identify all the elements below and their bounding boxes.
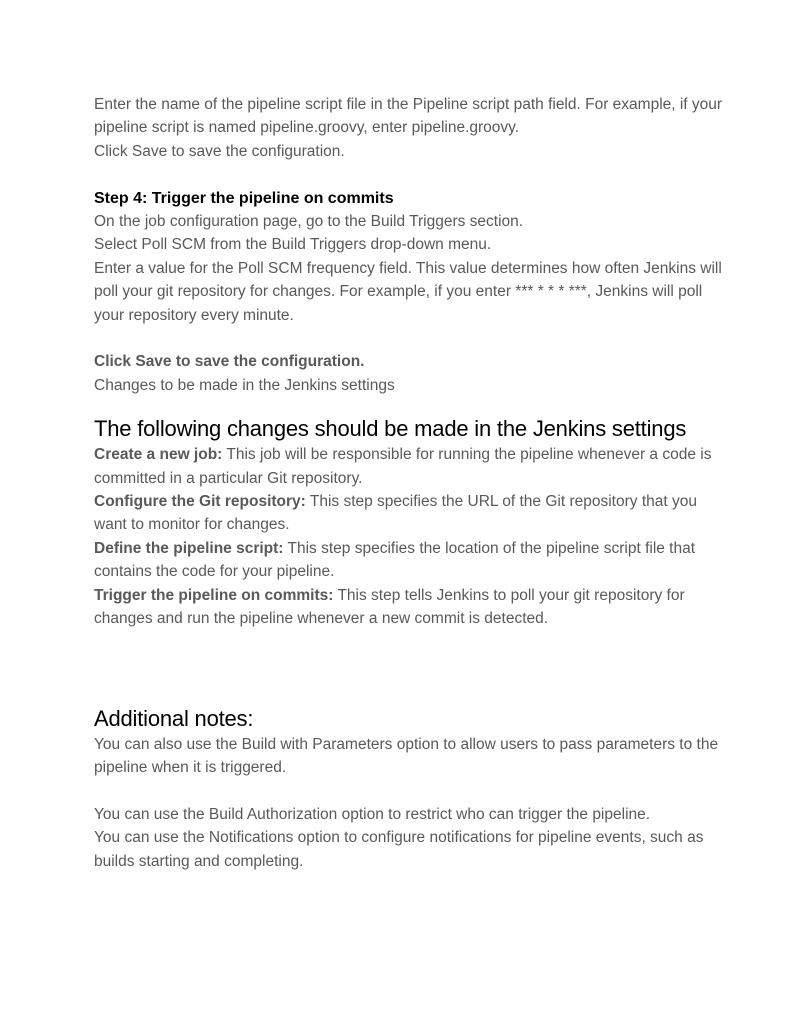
settings-item-lead: Configure the Git repository:	[94, 493, 306, 511]
settings-item-text: This step specifies the location of the pipeline script file that contains the code for your pipeline.	[94, 539, 696, 581]
settings-item-configure-git	[94, 490, 734, 537]
settings-item-create-job	[94, 443, 734, 490]
settings-item-trigger	[94, 584, 734, 631]
intro-paragraph: Enter the name of the pipeline script file in the Pipeline script path field. For example, if your pipeline script is named pipeline.groovy, enter pipeline.groovy.	[94, 96, 723, 137]
settings-item-text: This step tells Jenkins to poll your git repository for changes and run the pipeline whenever a new commit is detected.	[94, 586, 685, 628]
notes-line-authorization: You can use the Build Authorization option to restrict who can trigger the pipeline.	[94, 805, 651, 823]
save-note-text: Changes to be made in the Jenkins settings	[94, 376, 395, 394]
step4-heading: Step 4: Trigger the pipeline on commits	[94, 189, 394, 207]
settings-item-lead: Define the pipeline script:	[94, 539, 284, 557]
notes-heading: Additional notes:	[94, 705, 254, 731]
document-body	[94, 93, 734, 873]
notes-paragraph-1: You can also use the Build with Parameters option to allow users to pass parameters to the pipeline when it is triggered.	[94, 735, 719, 776]
step4-line-2: Select Poll SCM from the Build Triggers drop-down menu.	[94, 236, 492, 254]
settings-item-lead: Trigger the pipeline on commits:	[94, 586, 334, 604]
settings-item-lead: Create a new job:	[94, 446, 223, 464]
intro-save-line: Click Save to save the configuration.	[94, 142, 345, 160]
settings-item-text: This step specifies the URL of the Git repository that you want to monitor for changes.	[94, 493, 697, 534]
settings-heading: The following changes should be made in the Jenkins settings	[94, 416, 687, 442]
notes-line-notifications: You can use the Notifications option to configure notifications for pipeline events, such as builds starting and completing.	[94, 829, 704, 870]
settings-item-text: This job will be responsible for running the pipeline whenever a code is committed in a particular Git repository.	[94, 446, 712, 487]
save-note-bold: Click Save to save the configuration.	[94, 353, 365, 371]
step4-line-1: On the job configuration page, go to the Build Triggers section.	[94, 213, 524, 231]
step4-line-3: Enter a value for the Poll SCM frequency field. This value determines how often Jenkins will poll your git repository for changes. For example, if you enter *** * * * ***, Jenkins will poll your repository every minute.	[94, 259, 722, 324]
settings-item-define-script	[94, 537, 734, 584]
